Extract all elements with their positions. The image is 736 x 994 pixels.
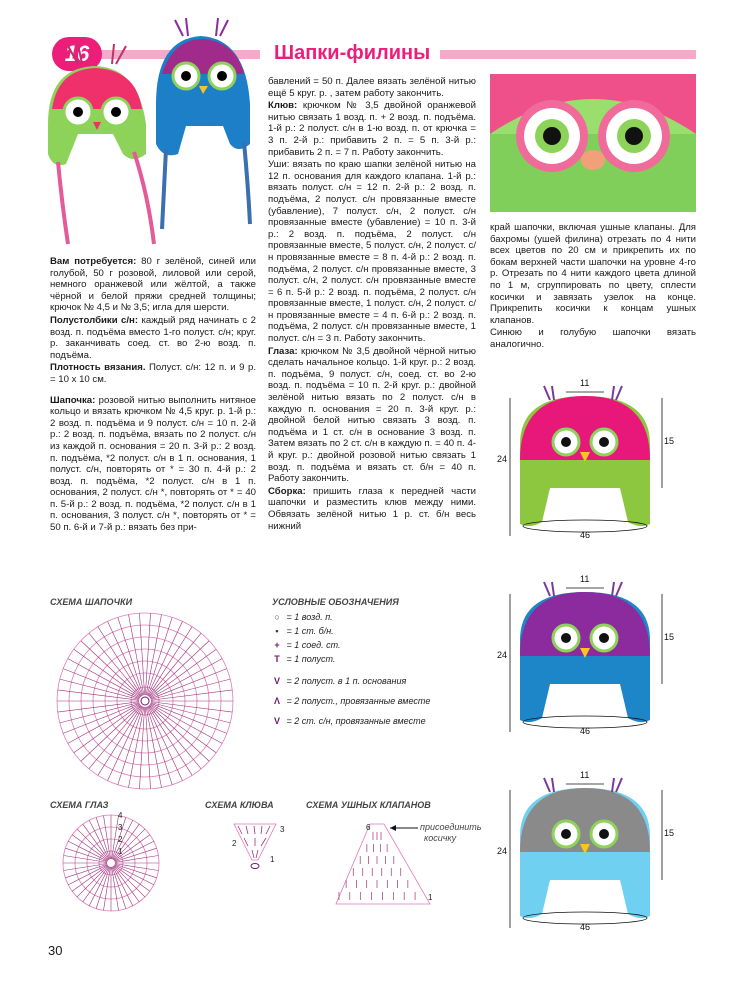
dimension-height-full: 24 — [497, 846, 508, 856]
legend-item — [270, 626, 334, 636]
eyes-text: крючком № 3,5 двойной чёрной нитью сделать начальное кольцо. 1-й круг. р.: 2 возд. п. подъёма, 9 полуст. с/н, соед. ст. во 2-ю возд. п. подъёма = 10 п. 2-й круг. р.: двойной зелёной нитью вязать по 2 полуст. с/н в каждую п. основания = 20 п. 3-й круг. р.: двойной белой нитью связать 3 возд. п. подъёма и 1 ст. с/н в основание 3 возд. п. Затем вязать по 2 ст. с/н в каждую п. = 40 п. 4-й круг. р.: двойной розовой нитью связать 1 возд. п. подъёма и вязать ст. б/н = 40 п. Работу закончить. — [268, 345, 476, 485]
svg-text:1: 1 — [270, 855, 275, 864]
assembly-label: Сборка: — [268, 485, 306, 497]
svg-text:1: 1 — [118, 847, 123, 856]
legend-symbol: V — [273, 676, 280, 686]
legend-symbol: Λ — [273, 696, 280, 706]
beak-text: крючком № 3,5 двойной оранжевой нитью связать 1 возд. п. + 2 возд. п. подъёма. 1-й р.: 2 полуст. с/н в 1-ю возд. п. от крючка = 3 п. 2-й р.: прибавить 2 п. = 5 п. 3-й р.: прибавить 2 п. = 7 п. Работу закончить. — [268, 100, 476, 158]
beak-scheme-label: СХЕМА КЛЮВА — [205, 800, 274, 810]
hat-crochet-chart — [50, 608, 240, 794]
legend-symbol: V — [273, 716, 280, 726]
materials-paragraph — [50, 256, 256, 314]
hat-diagram — [500, 580, 690, 748]
beak-label: Клюв: — [268, 100, 298, 112]
dimension-width-top: 11 — [580, 770, 590, 780]
svg-text:3: 3 — [280, 825, 285, 834]
density-label: Плотность вязания. — [50, 362, 146, 374]
dimension-circumference: 46 — [580, 726, 591, 736]
legend-text: = 1 ст. б/н. — [284, 626, 334, 636]
ears-paragraph: Уши: вязать по краю шапки зелёной нитью на 12 п. основания для каждого клапана. 1-й р.: вязать полуст. с/н = 12 п. 2-й р.: 2 возд. п. подъёма, 2 полуст. с/н провязанные вместе (убавление), 7 полуст. с/н, 2 полуст. с/н провязанные вместе (убавление) = 10 п. 3-й р.: 2 возд. п. подъёма, 2 полуст. с/н провязанные вместе, 5 полуст. с/н, 2 полуст. с/н провязанные вместе = 8 п. 4-й р.: 2 возд. п. подъёма, 2 полуст. с/н провязанные вместе, 3 полуст. с/н, 2 полуст. с/н провязанные вместе = 6 п. 5-й р.: 2 возд. п. подъёма, 2 полуст. с/н провязанные вместе, 1 полуст. с/н, 2 полуст. с/н провязанные вместе = 4 п. 6-й р.: 2 возд. п. подъёма, 2 полуст. с/н провязанные вместе, 1 полуст. с/н = 3 п. Работу закончить. — [268, 159, 476, 345]
dimension-width-top: 11 — [580, 574, 590, 584]
legend-text: = 1 возд. п. — [284, 612, 333, 622]
legend-symbol: ○ — [274, 612, 280, 622]
legend-text: = 1 соед. ст. — [284, 640, 341, 650]
owl-closeup-photo — [490, 74, 696, 212]
page-number: 30 — [48, 943, 63, 958]
article-number-badge: 16 — [52, 37, 102, 71]
svg-text:6: 6 — [366, 823, 371, 832]
hat-paragraph — [50, 395, 256, 534]
assembly-text: пришить глаза к передней части шапочки и разместить клюв между ними. Обвязать зелёной нитью 1 р. ст. б/н весь нижний — [268, 485, 476, 532]
hat-scheme-label: СХЕМА ШАПОЧКИ — [50, 597, 133, 607]
dimension-height-full: 24 — [497, 454, 508, 464]
hat-text: розовой нитью выполнить нитяное кольцо и вязать крючком № 4,5 круг. р. 1-й р.: 2 возд. п. подъёма и 9 полуст. с/н = 10 п. 2-й р.: 2 возд. п. подъёма, вязать по 2 полуст. с/н из каждой п. основания = 20 п. 3-й р.: 2 возд. п. подъёма, *2 полуст. с/н в 1 п. основания, 1 полуст. с/н, повторять от * = 30 п. 4-й р.: 2 возд. п. подъёма, *2 полуст. с/н в 1 п. основания, 2 полуст. с/н *, повторять от * = 40 п. 5-й р.: 2 возд. п. подъёма, *2 полуст. с/н в 1 п. основания, 3 полуст. с/н *, повторять от * = 50 п. 6-й и 7-й р.: вязать без при- — [50, 394, 256, 534]
beak-crochet-chart — [228, 820, 288, 872]
eyes-crochet-chart — [58, 810, 164, 916]
dimension-height-full: 24 — [497, 650, 508, 660]
materials-label: Вам потребуется: — [50, 256, 137, 267]
owl-hats-photo — [38, 14, 258, 254]
legend-text: = 2 полуст., провязанные вместе — [284, 696, 431, 706]
legend-item — [270, 716, 426, 726]
svg-text:3: 3 — [118, 823, 123, 832]
assembly-paragraph — [268, 486, 476, 532]
density-text: Полуст. с/н: 12 п. и 9 р. = 10 х 10 см. — [50, 362, 256, 385]
legend-text: = 2 ст. с/н, провязанные вместе — [284, 716, 426, 726]
legend-title: УСЛОВНЫЕ ОБОЗНАЧЕНИЯ — [272, 597, 399, 607]
eyes-paragraph — [268, 346, 476, 485]
legend-item — [270, 696, 430, 706]
middle-column — [268, 76, 476, 533]
legend-text: = 1 полуст. — [284, 654, 336, 664]
right-column — [490, 222, 696, 352]
dimension-circumference: 46 — [580, 922, 591, 932]
beak-paragraph — [268, 100, 476, 158]
right-paragraph-1: край шапочки, включая ушные клапаны. Для бахромы (ушей филина) отрезать по 4 нити всех цветов по 20 см и прикрепить их по бокам верхней части шапочки на уровне 4-го р. Отрезать по 4 нити каждого цвета длиной по 1 м, сгруппировать по цвету, сплести косички и завязать узелок на конце. Прикрепить косички к концам ушных клапанов. — [490, 222, 696, 326]
materials-text: 80 г зелёной, синей или голубой, 50 г розовой, лиловой или серой, немного оранжевой или жёлтой, а также чёрной и белой пряжи средней толщины; крючок № 4,5 и № 3,5; игла для шерсти. — [50, 256, 256, 314]
svg-text:2: 2 — [118, 835, 123, 844]
page-title: Шапки-филины — [268, 42, 436, 65]
half-cols-label: Полустолбики с/н: — [50, 314, 139, 326]
legend-symbol: • — [275, 626, 279, 636]
attach-note-line1: присоединить — [420, 822, 482, 832]
green-owl-hat — [48, 44, 154, 244]
ears-scheme-label: СХЕМА УШНЫХ КЛАПАНОВ — [306, 800, 431, 810]
svg-text:2: 2 — [232, 839, 237, 848]
half-cols-text: каждый ряд начинать с 2 возд. п. подъёма вместо 1-го полуст. с/н; круг. р. заканчивать соед. ст. во 2-ю возд. п. подъёма. — [50, 314, 256, 361]
eyes-label: Глаза: — [268, 345, 298, 357]
eyes-scheme-label: СХЕМА ГЛАЗ — [50, 800, 109, 810]
header-bar-right — [440, 50, 696, 59]
legend-symbol: + — [274, 640, 280, 650]
svg-text:4: 4 — [118, 811, 123, 820]
hat-label: Шапочка: — [50, 394, 96, 406]
legend-symbol: T — [274, 654, 280, 664]
svg-text:1: 1 — [428, 893, 433, 902]
dimension-width-top: 11 — [580, 378, 590, 388]
hat-diagram — [500, 776, 690, 944]
legend-item — [270, 640, 341, 650]
half-cols-paragraph — [50, 315, 256, 361]
attach-note-line2: косичку — [424, 833, 457, 843]
continuation-paragraph: бавлений = 50 п. Далее вязать зелёной нитью ещё 5 круг. р. , затем работу закончить. — [268, 76, 476, 99]
density-paragraph — [50, 362, 256, 385]
legend-item — [270, 654, 335, 664]
dimension-height-part: 15 — [664, 632, 675, 642]
right-paragraph-2: Синюю и голубую шапочки вязать аналогично. — [490, 327, 696, 350]
legend-text: = 2 полуст. в 1 п. основания — [284, 676, 407, 686]
legend-item — [270, 612, 333, 622]
dimension-height-part: 15 — [664, 828, 675, 838]
blue-owl-hat — [156, 18, 250, 229]
legend-item — [270, 676, 406, 686]
hat-diagram — [500, 384, 690, 552]
left-column — [50, 256, 256, 535]
dimension-height-part: 15 — [664, 436, 675, 446]
dimension-circumference: 46 — [580, 530, 591, 540]
ears-crochet-chart — [332, 818, 442, 914]
